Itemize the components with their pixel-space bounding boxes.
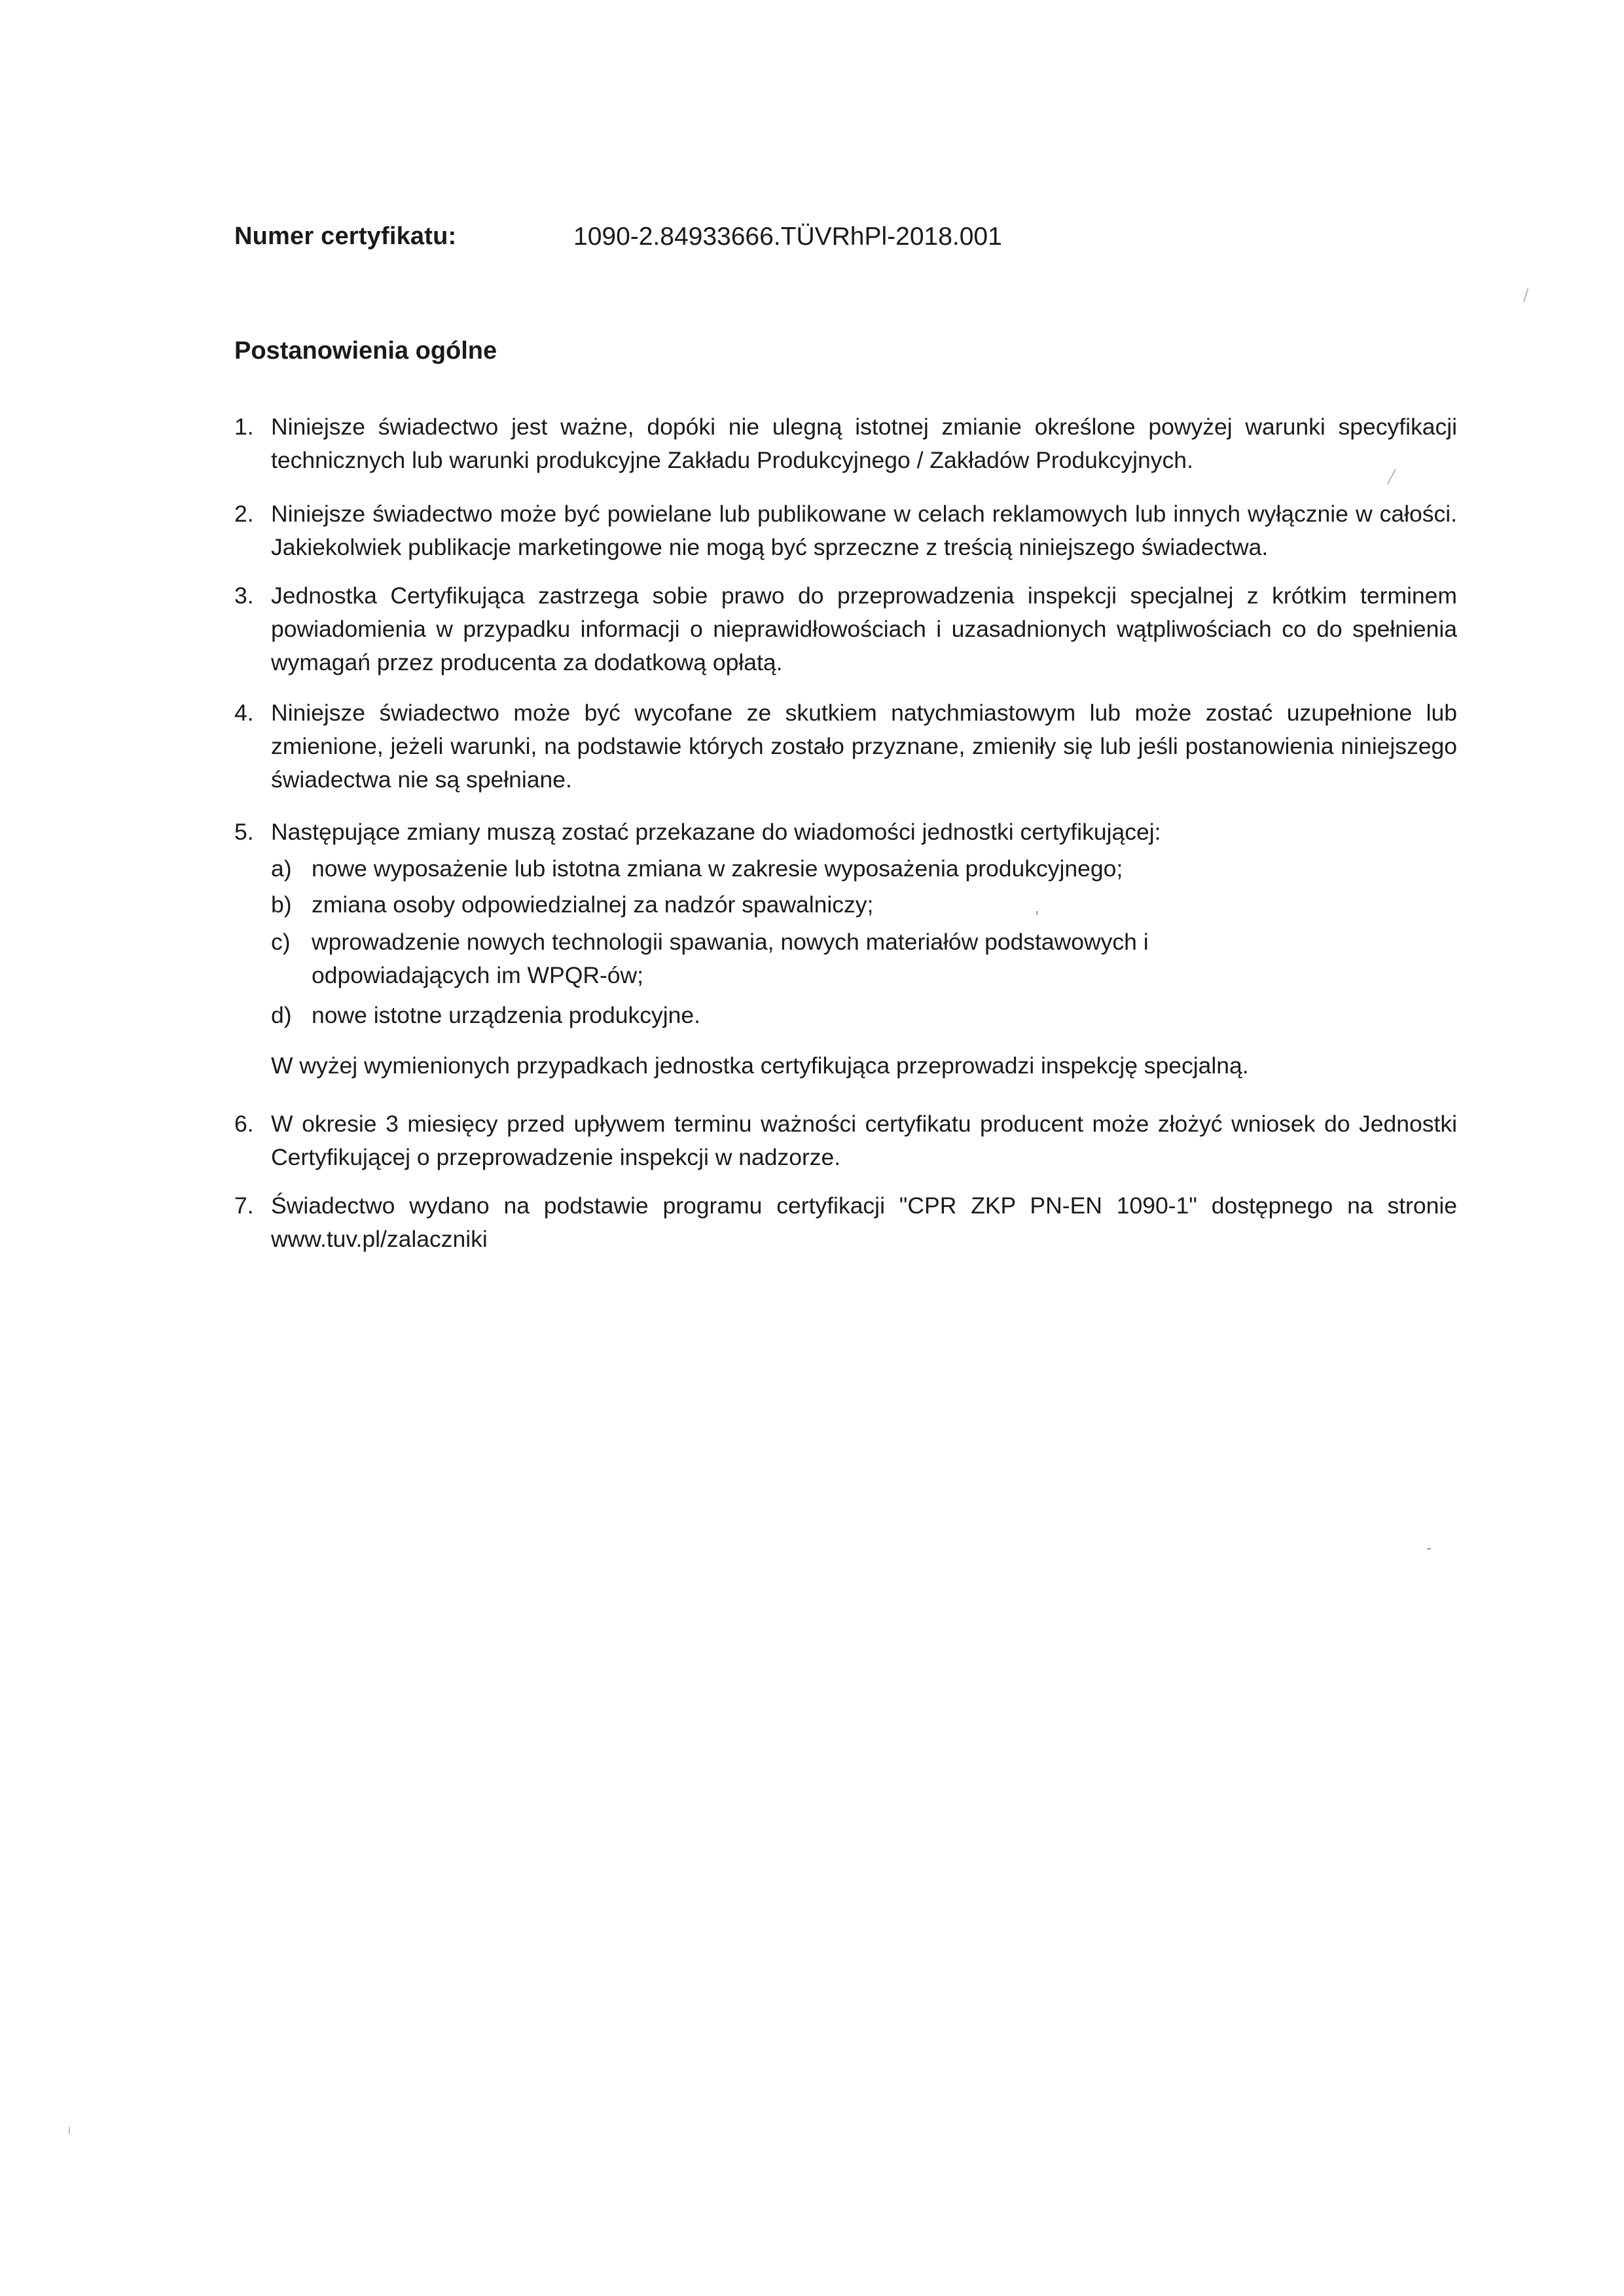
provision-item-2 xyxy=(234,497,1457,564)
item-number: 5. xyxy=(234,819,254,845)
item-text: Następujące zmiany muszą zostać przekazane do wiadomości jednostki certyfikującej: xyxy=(271,819,1161,845)
subitem-c xyxy=(271,925,1457,992)
subitem-b xyxy=(271,888,1457,922)
item-number: 2. xyxy=(234,501,254,527)
subitem-text: wprowadzenie nowych technologii spawania, nowych materiałów podstawowych i odpowiadających im WPQR-ów; xyxy=(312,929,1149,988)
certificate-number-label: Numer certyfikatu: xyxy=(234,223,457,250)
certificate-number-value: 1090-2.84933666.TÜVRhPl-2018.001 xyxy=(573,223,1002,251)
item-number: 7. xyxy=(234,1193,254,1219)
item-text: Niniejsze świadectwo może być powielane lub publikowane w celach reklamowych lub innych wyłącznie w całości. Jakiekolwiek publikacje marketingowe nie mogą być sprzeczne z treścią niniejszego świadectwa. xyxy=(271,501,1457,560)
item-text: Niniejsze świadectwo jest ważne, dopóki nie ulegną istotnej zmianie określone powyżej warunki specyfikacji technicznych lub warunki produkcyjne Zakładu Produkcyjnego / Zakładów Produkcyjnych. xyxy=(271,414,1457,473)
provision-item-1 xyxy=(234,410,1457,477)
subitem-a xyxy=(271,852,1457,886)
item-number: 1. xyxy=(234,414,254,440)
subitem-d xyxy=(271,999,1457,1032)
item-text: Świadectwo wydano na podstawie programu certyfikacji "CPR ZKP PN-EN 1090-1" dostępnego na stronie www.tuv.pl/zalaczniki xyxy=(271,1193,1457,1252)
subitem-letter: b) xyxy=(271,891,292,918)
scan-speck xyxy=(69,2127,70,2134)
item-text: W okresie 3 miesięcy przed upływem terminu ważności certyfikatu producent może złożyć wniosek do Jednostki Certyfikującej o przeprowadzenie inspekcji w nadzorze. xyxy=(271,1111,1457,1170)
subitem-letter: a) xyxy=(271,855,292,882)
scan-speck xyxy=(1523,288,1529,302)
provision-item-5 xyxy=(234,816,1457,849)
item-number: 3. xyxy=(234,583,254,609)
provision-item-4 xyxy=(234,696,1457,797)
item-text: Niniejsze świadectwo może być wycofane ze skutkiem natychmiastowym lub może zostać uzupełnione lub zmienione, jeżeli warunki, na podstawie których zostało przyznane, zmieniły się lub jeśli postanowienia niniejszego świadectwa nie są spełniane. xyxy=(271,700,1457,793)
subitem-text: zmiana osoby odpowiedzialnej za nadzór spawalniczy; xyxy=(312,891,874,918)
section-title: Postanowienia ogólne xyxy=(234,337,497,365)
certificate-number-row xyxy=(234,223,1478,262)
item-number: 6. xyxy=(234,1111,254,1137)
scan-speck xyxy=(1036,911,1038,915)
subitem-letter: c) xyxy=(271,929,291,955)
scan-speck xyxy=(1427,1548,1431,1550)
item-text: Jednostka Certyfikująca zastrzega sobie prawo do przeprowadzenia inspekcji specjalnej z krótkim terminem powiadomienia w przypadku informacji o nieprawidłowościach i uzasadnionych wątpliwościach co do spełnienia wymagań przez producenta za dodatkową opłatą. xyxy=(271,583,1457,675)
subitem-text: nowe wyposażenie lub istotna zmiana w zakresie wyposażenia produkcyjnego; xyxy=(312,855,1123,882)
item-5-note: W wyżej wymienionych przypadkach jednostka certyfikująca przeprowadzi inspekcję specjalną. xyxy=(271,1052,1249,1079)
subitem-letter: d) xyxy=(271,1002,292,1028)
provision-item-7 xyxy=(234,1189,1457,1256)
provision-item-3 xyxy=(234,579,1457,679)
subitem-text: nowe istotne urządzenia produkcyjne. xyxy=(312,1002,701,1028)
item-number: 4. xyxy=(234,700,254,726)
provision-item-6 xyxy=(234,1107,1457,1174)
